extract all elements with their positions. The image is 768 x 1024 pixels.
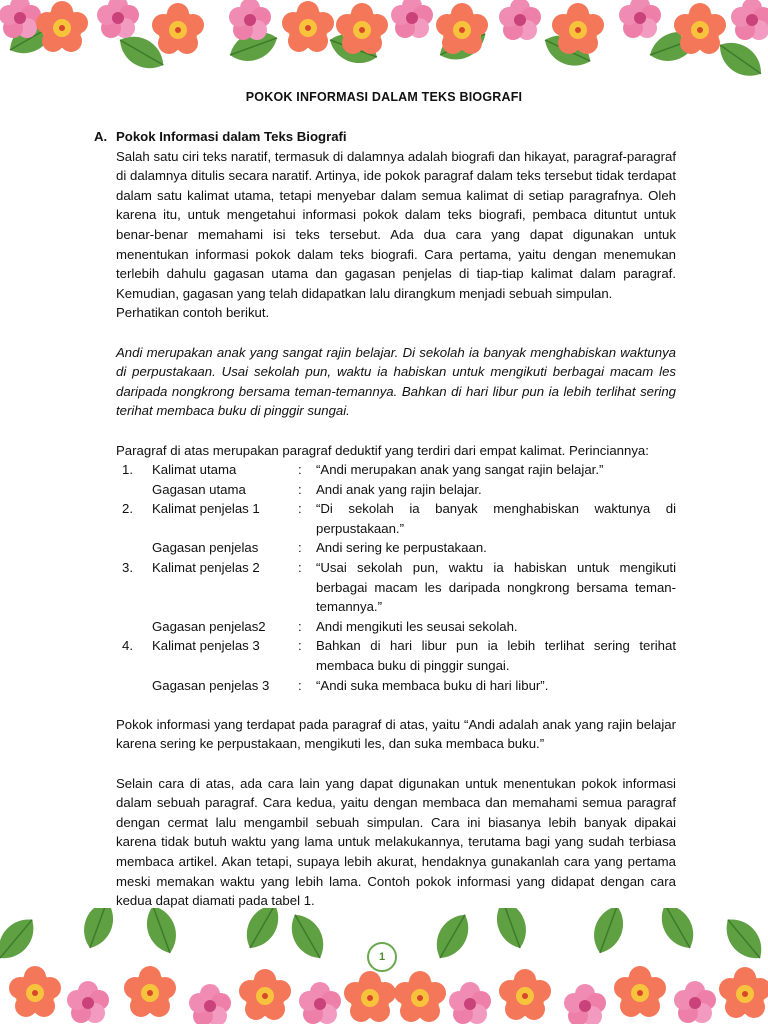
- row-label: Gagasan penjelas2: [152, 618, 266, 634]
- row-label: Kalimat utama: [152, 462, 237, 478]
- section-marker: A.: [94, 129, 108, 144]
- breakdown-row: [116, 617, 676, 637]
- row-colon: :: [298, 638, 302, 654]
- document-title: POKOK INFORMASI DALAM TEKS BIOGRAFI: [245, 90, 523, 104]
- breakdown-row: [116, 558, 676, 617]
- breakdown-row: [116, 499, 676, 538]
- row-number: 1.: [122, 462, 133, 478]
- page-number: 1: [367, 942, 397, 972]
- row-text: “Andi suka membaca buku di hari libur”.: [316, 677, 549, 693]
- row-colon: :: [298, 540, 302, 556]
- section-heading: [94, 127, 676, 147]
- row-label: Gagasan penjelas: [152, 540, 259, 556]
- row-label: Gagasan utama: [152, 481, 246, 497]
- row-text: “Andi merupakan anak yang sangat rajin belajar.”: [316, 462, 604, 478]
- row-label: Gagasan penjelas 3: [152, 677, 270, 693]
- analysis-paragraph: Paragraf di atas merupakan paragraf deduktif yang terdiri dari empat kalimat. Perinciannya:: [116, 442, 649, 458]
- row-number: 2.: [122, 501, 133, 517]
- breakdown-row: [116, 480, 676, 500]
- row-number: 3.: [122, 560, 133, 576]
- conclusion-paragraph: Pokok informasi yang terdapat pada paragraf di atas, yaitu “Andi adalah anak yang rajin belajar karena sering ke perpustakaan, mengikuti les, dan suka membaca buku.”: [116, 716, 676, 752]
- row-colon: :: [298, 481, 302, 497]
- breakdown-row: [116, 636, 676, 675]
- row-number: [116, 480, 152, 500]
- row-colon: :: [298, 501, 302, 517]
- row-colon: :: [298, 618, 302, 634]
- row-number: [116, 538, 152, 558]
- row-number: [116, 676, 152, 696]
- breakdown-row: [116, 538, 676, 558]
- row-text: Bahkan di hari libur pun ia lebih terlihat sering terihat membaca buku di pinggir sungai.: [316, 638, 676, 674]
- row-text: “Di sekolah ia banyak menghabiskan waktunya di perpustakaan.”: [316, 501, 676, 536]
- row-number: 4.: [122, 638, 133, 654]
- row-number: [116, 617, 152, 637]
- section-body: [94, 147, 676, 911]
- section-a: [94, 127, 676, 911]
- section-heading-text: Pokok Informasi dalam Teks Biografi: [116, 129, 347, 144]
- row-label: Kalimat penjelas 3: [152, 638, 260, 654]
- breakdown-row: [116, 676, 676, 696]
- row-label: Kalimat penjelas 1: [152, 501, 260, 517]
- row-text: Andi mengikuti les seusai sekolah.: [316, 618, 518, 634]
- intro-paragraph: Salah satu ciri teks naratif, termasuk di dalamnya adalah biografi dan hikayat, paragraf-paragraf di dalamnya ditulis secara naratif. Artinya, ide pokok paragraf dalam teks tersebut tidak terdapat dalam satu kalimat utama, tetapi menyebar dalam semua kalimat di setiap paragrafnya. Oleh karena itu, untuk mengetahui informasi pokok dalam teks biografi, pembaca dituntut untuk benar-benar memahami isi teks tersebut. Ada dua cara yang dapat digunakan untuk menentukan informasi pokok dalam teks biografi. Cara pertama, yaitu dengan menemukan terlebih dahulu gagasan utama dan gagasan penjelas di tiap-tiap kalimat dalam paragraf. Kemudian, gagasan yang telah didapatkan lalu dirangkum menjadi sebuah simpulan.: [116, 148, 676, 301]
- row-text: Andi anak yang rajin belajar.: [316, 481, 482, 497]
- row-text: “Usai sekolah pun, waktu ia habiskan untuk mengikuti berbagai macam les daripada nongkrong bersama teman-temannya.”: [316, 560, 676, 615]
- row-colon: :: [298, 462, 302, 478]
- row-colon: :: [298, 560, 302, 576]
- example-lead: Perhatikan contoh berikut.: [116, 305, 270, 321]
- example-paragraph: Andi merupakan anak yang sangat rajin belajar. Di sekolah ia banyak menghabiskan waktunya di perpustakaan. Usai sekolah pun, waktu ia habiskan untuk mengikuti berbagai macam les daripada nongkrong bersama teman-temannya. Bahkan di hari libur pun ia lebih terlihat sering terihat membaca buku di pinggir sungai.: [116, 344, 676, 419]
- breakdown-row: [116, 460, 676, 480]
- row-label: Kalimat penjelas 2: [152, 560, 260, 576]
- sentence-breakdown: [116, 460, 676, 695]
- second-method-paragraph: Selain cara di atas, ada cara lain yang dapat digunakan untuk menentukan pokok informasi dalam sebuah paragraf. Cara kedua, yaitu dengan membaca dan memahami semua paragraf dengan cermat lalu mengambil sebuah simpulan. Cara ini biasanya lebih banyak dipakai karena tidak butuh waktu yang lama untuk melakukannya, terutama bagi yang sudah terbiasa membaca artikel. Akan tetapi, supaya lebih akurat, hendaknya gunakanlah cara yang pertama meski memakan waktu yang lebih lama. Contoh pokok informasi yang didapat dengan cara kedua dapat diamati pada tabel 1.: [116, 775, 676, 909]
- row-text: Andi sering ke perpustakaan.: [316, 540, 487, 556]
- row-colon: :: [298, 677, 302, 693]
